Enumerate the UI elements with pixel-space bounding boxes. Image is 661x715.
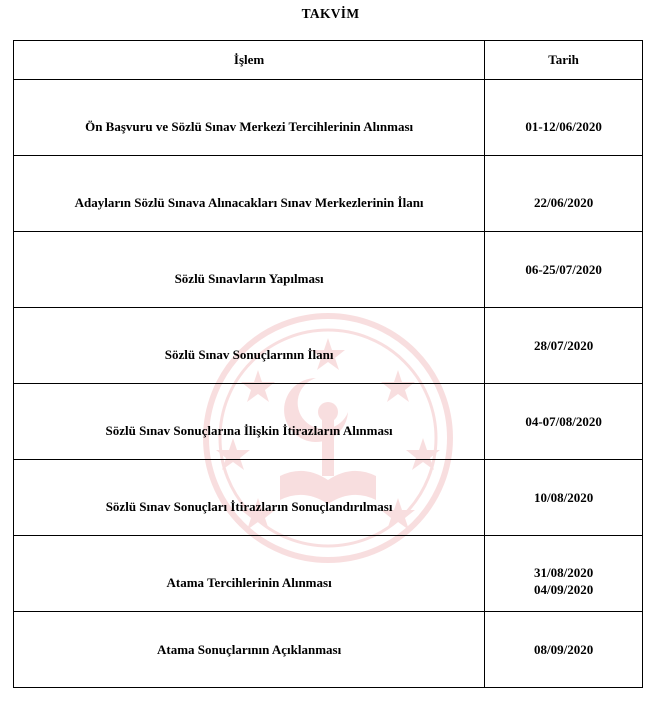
tarih-text: 22/06/2020 [533,194,594,210]
table-row [14,384,643,460]
header-tarih: Tarih [485,41,643,80]
islem-text: Sözlü Sınav Sonuçları İtirazların Sonuçlandırılması [105,498,393,514]
islem-cell [14,156,485,232]
islem-text: Adayların Sözlü Sınava Alınacakları Sınav Merkezlerinin İlanı [74,194,424,210]
tarih-cell [485,80,643,156]
tarih-cell [485,156,643,232]
table-row [14,232,643,308]
tarih-text: 01-12/06/2020 [525,118,602,134]
islem-text: Sözlü Sınav Sonuçlarının İlanı [164,346,334,362]
islem-text: Atama Sonuçlarının Açıklanması [157,641,342,657]
tarih-cell [485,308,643,384]
tarih-text: 28/07/2020 [533,338,594,353]
tarih-cell [485,232,643,308]
tarih-cell [485,536,643,612]
header-islem: İşlem [14,41,485,80]
islem-cell [14,536,485,612]
page-title: TAKVİM [301,6,360,21]
tarih-cell [485,384,643,460]
islem-text: Sözlü Sınavların Yapılması [174,270,324,286]
islem-cell [14,460,485,536]
tarih-cell [485,460,643,536]
tarih-text: 06-25/07/2020 [525,262,602,277]
tarih-text: 31/08/2020 [533,565,594,580]
table-row [14,156,643,232]
table-row [14,308,643,384]
table-row [14,80,643,156]
calendar-table [13,40,643,688]
islem-text: Atama Tercihlerinin Alınması [166,574,332,590]
islem-cell [14,80,485,156]
islem-cell [14,612,485,688]
tarih-text: 04-07/08/2020 [525,414,602,429]
table-row [14,612,643,688]
islem-cell [14,308,485,384]
islem-cell [14,384,485,460]
table-row [14,460,643,536]
tarih-cell [485,612,643,688]
islem-cell [14,232,485,308]
tarih-text: 04/09/2020 [533,582,594,597]
tarih-text: 08/09/2020 [533,641,594,657]
table-header-row [14,41,643,80]
tarih-text: 10/08/2020 [533,490,594,505]
islem-text: Sözlü Sınav Sonuçlarına İlişkin İtirazların Alınması [105,422,393,438]
table-row [14,536,643,612]
islem-text: Ön Başvuru ve Sözlü Sınav Merkezi Tercihlerinin Alınması [85,118,414,134]
